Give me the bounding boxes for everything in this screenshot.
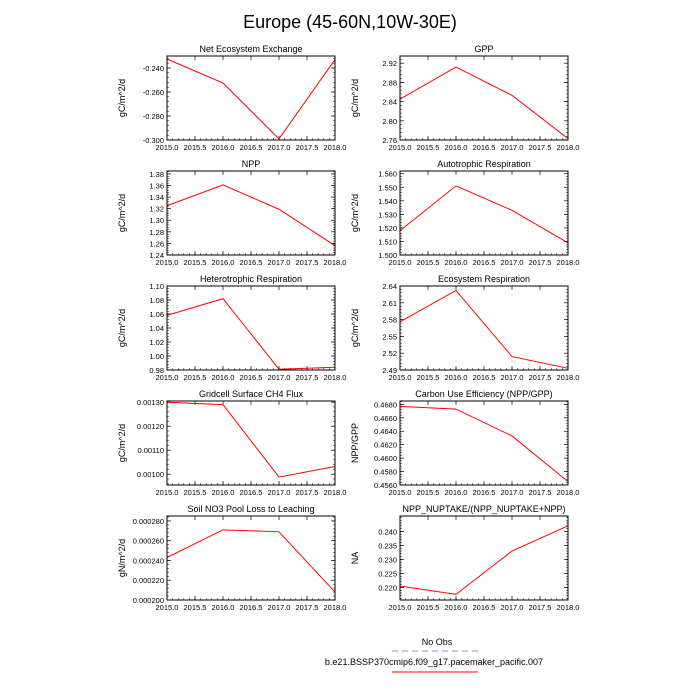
y-axis-label: gC/m^2/d	[350, 308, 360, 348]
plot-frame	[167, 171, 335, 255]
y-tick-label: 2.61	[382, 298, 397, 308]
y-tick-label: 1.32	[149, 204, 164, 214]
y-tick-label: 1.38	[149, 169, 164, 179]
x-tick-label: 2016.0	[211, 143, 235, 152]
y-tick-label: 0.00130	[136, 398, 164, 408]
y-tick-label: 0.4580	[374, 467, 397, 477]
y-axis-label: gC/m^2/d	[117, 423, 127, 463]
x-tick-label: 2017.5	[528, 373, 552, 382]
chart-panel	[350, 389, 579, 497]
x-tick-label: 2016.5	[239, 373, 263, 382]
series-line	[167, 530, 335, 592]
chart-title: Carbon Use Efficiency (NPP/GPP)	[415, 389, 553, 399]
y-tick-label: 0.235	[378, 541, 397, 551]
chart-title: Soil NO3 Pool Loss to Leaching	[187, 504, 315, 514]
y-tick-label: 1.520	[378, 223, 397, 233]
chart-title: Ecosystem Respiration	[437, 274, 531, 284]
x-tick-label: 2016.5	[239, 143, 263, 152]
x-tick-label: 2017.5	[295, 143, 319, 152]
y-tick-label: 1.26	[149, 239, 164, 249]
y-tick-label: 0.000220	[132, 576, 164, 586]
y-tick-label: 0.00110	[137, 446, 164, 456]
page-title: Europe (45-60N,10W-30E)	[243, 12, 457, 32]
y-tick-label: 1.530	[378, 210, 397, 220]
x-tick-label: 2018.0	[323, 603, 347, 612]
y-tick-label: 1.06	[149, 310, 164, 319]
x-tick-label: 2016.0	[444, 258, 468, 267]
plot-frame	[400, 286, 568, 370]
chart-panel	[117, 389, 346, 497]
y-axis-label: gC/m^2/d	[117, 193, 127, 233]
x-tick-label: 2017.0	[500, 373, 524, 382]
chart-title: Autotrophic Respiration	[437, 159, 531, 169]
y-tick-label: 0.000280	[132, 516, 164, 526]
y-tick-label: 2.49	[382, 366, 397, 375]
x-tick-label: 2016.0	[444, 603, 468, 612]
y-tick-label: 0.225	[378, 569, 397, 579]
x-tick-label: 2017.5	[295, 373, 319, 382]
y-tick-label: 0.4660	[374, 413, 397, 423]
y-tick-label: 2.58	[382, 315, 397, 325]
y-tick-label: -0.300	[142, 136, 164, 145]
x-tick-label: 2018.0	[556, 603, 580, 612]
y-tick-label: 2.88	[382, 78, 397, 88]
x-tick-label: 2016.5	[472, 373, 496, 382]
series-line	[167, 185, 335, 246]
chart-panel	[117, 504, 346, 612]
x-tick-label: 2015.0	[388, 603, 412, 612]
x-tick-label: 2016.0	[444, 143, 468, 152]
chart-panel	[350, 504, 579, 612]
y-tick-label: 0.00120	[136, 422, 164, 432]
y-tick-label: 1.510	[378, 237, 397, 247]
y-tick-label: 1.00	[149, 352, 164, 361]
x-tick-label: 2017.5	[295, 488, 319, 497]
y-tick-label: 0.98	[149, 366, 164, 375]
x-tick-label: 2015.5	[183, 603, 207, 612]
legend-obs-label: No Obs	[421, 637, 453, 647]
chart-title: Net Ecosystem Exchange	[199, 44, 303, 54]
series-line	[400, 526, 568, 595]
y-tick-label: 0.4620	[374, 440, 397, 450]
series-line	[400, 67, 568, 139]
y-axis-label: gN/m^2/d	[117, 538, 127, 578]
x-tick-label: 2017.0	[500, 488, 524, 497]
plot-frame	[167, 56, 335, 140]
y-tick-label: 2.55	[382, 332, 397, 342]
x-tick-label: 2015.0	[155, 488, 179, 497]
plot-frame	[400, 56, 568, 140]
plot-frame	[400, 516, 568, 600]
y-tick-label: 0.220	[378, 583, 397, 593]
y-tick-label: 1.10	[149, 282, 164, 291]
chart-title: Gridcell Surface CH4 Flux	[198, 389, 304, 399]
y-tick-label: 2.52	[382, 349, 397, 359]
x-tick-label: 2016.0	[211, 258, 235, 267]
panels-group	[117, 44, 579, 612]
x-tick-label: 2016.0	[211, 488, 235, 497]
legend-model-label: b.e21.BSSP370cmip6.f09_g17.pacemaker_pacific.007	[324, 657, 544, 667]
chart-panel	[350, 274, 579, 382]
series-line	[167, 59, 335, 139]
chart-panel	[117, 274, 346, 382]
x-tick-label: 2018.0	[323, 373, 347, 382]
x-tick-label: 2018.0	[556, 373, 580, 382]
plot-frame	[167, 401, 335, 485]
x-tick-label: 2017.5	[295, 603, 319, 612]
x-tick-label: 2017.5	[295, 258, 319, 267]
y-tick-label: 1.36	[149, 181, 164, 191]
x-tick-label: 2016.0	[444, 488, 468, 497]
x-tick-label: 2018.0	[556, 488, 580, 497]
x-tick-label: 2017.0	[267, 143, 291, 152]
y-tick-label: 1.02	[149, 338, 164, 347]
x-tick-label: 2015.0	[388, 143, 412, 152]
x-tick-label: 2017.0	[500, 603, 524, 612]
x-tick-label: 2015.5	[416, 143, 440, 152]
x-tick-label: 2016.5	[472, 258, 496, 267]
y-tick-label: 2.92	[382, 59, 397, 69]
y-axis-label: gC/m^2/d	[350, 193, 360, 233]
x-tick-label: 2015.5	[183, 143, 207, 152]
x-tick-label: 2015.0	[155, 603, 179, 612]
x-tick-label: 2015.0	[388, 488, 412, 497]
chart-title: NPP	[241, 159, 261, 169]
y-tick-label: 1.30	[149, 216, 164, 226]
chart-panel	[350, 44, 579, 152]
x-tick-label: 2017.0	[267, 603, 291, 612]
chart-title: Heterotrophic Respiration	[199, 274, 303, 284]
x-tick-label: 2015.5	[416, 603, 440, 612]
y-tick-label: 1.500	[378, 251, 397, 260]
y-tick-label: 0.240	[378, 527, 397, 537]
y-axis-label: NPP/GPP	[350, 422, 360, 464]
y-tick-label: 0.4640	[374, 427, 397, 437]
x-tick-label: 2015.5	[416, 258, 440, 267]
x-tick-label: 2016.5	[239, 258, 263, 267]
chart-panel	[350, 159, 579, 267]
plot-frame	[167, 286, 335, 370]
y-tick-label: -0.240	[142, 64, 164, 73]
y-tick-label: -0.260	[142, 88, 164, 97]
y-tick-label: 1.04	[149, 324, 164, 333]
x-tick-label: 2018.0	[556, 258, 580, 267]
plot-frame	[400, 401, 568, 485]
x-tick-label: 2015.0	[155, 143, 179, 152]
x-tick-label: 2016.0	[211, 603, 235, 612]
y-tick-label: 2.80	[382, 116, 397, 126]
y-tick-label: 1.34	[149, 193, 164, 203]
x-tick-label: 2015.5	[416, 373, 440, 382]
x-tick-label: 2016.0	[444, 373, 468, 382]
x-tick-label: 2017.5	[528, 143, 552, 152]
chart-panel	[117, 159, 346, 267]
x-tick-label: 2015.0	[155, 373, 179, 382]
y-tick-label: 0.000240	[132, 556, 164, 566]
x-tick-label: 2015.0	[388, 373, 412, 382]
x-tick-label: 2017.0	[500, 258, 524, 267]
series-line	[400, 290, 568, 368]
y-axis-label: NA	[350, 551, 360, 565]
y-axis-label: gC/m^2/d	[117, 308, 127, 348]
x-tick-label: 2016.5	[472, 488, 496, 497]
x-tick-label: 2018.0	[323, 488, 347, 497]
y-axis-label: gC/m^2/d	[350, 78, 360, 118]
series-line	[167, 402, 335, 477]
y-tick-label: 2.76	[382, 136, 397, 145]
plot-frame	[167, 516, 335, 600]
x-tick-label: 2015.0	[388, 258, 412, 267]
plot-frame	[400, 171, 568, 255]
chart-title: NPP_NUPTAKE/(NPP_NUPTAKE+NPP)	[402, 504, 566, 514]
legend	[325, 637, 543, 672]
x-tick-label: 2017.0	[500, 143, 524, 152]
y-tick-label: 2.84	[382, 97, 397, 107]
y-tick-label: 1.540	[378, 196, 397, 206]
x-tick-label: 2016.5	[472, 143, 496, 152]
x-tick-label: 2018.0	[556, 143, 580, 152]
series-line	[167, 299, 335, 370]
chart-title: GPP	[474, 44, 494, 54]
x-tick-label: 2016.5	[472, 603, 496, 612]
chart-panel	[117, 44, 346, 152]
y-tick-label: 0.4680	[374, 400, 397, 410]
x-tick-label: 2017.5	[528, 488, 552, 497]
series-line	[400, 186, 568, 243]
y-tick-label: 0.00100	[136, 470, 164, 480]
y-tick-label: 0.230	[378, 555, 397, 565]
x-tick-label: 2016.0	[211, 373, 235, 382]
y-tick-label: 1.550	[378, 183, 397, 193]
y-tick-label: -0.280	[142, 112, 164, 121]
y-tick-label: 0.4600	[374, 454, 397, 464]
x-tick-label: 2015.0	[155, 258, 179, 267]
y-tick-label: 1.560	[378, 169, 397, 179]
y-tick-label: 1.24	[149, 251, 164, 260]
x-tick-label: 2015.5	[183, 488, 207, 497]
y-tick-label: 1.08	[149, 296, 164, 305]
x-tick-label: 2016.5	[239, 603, 263, 612]
y-tick-label: 2.64	[382, 282, 397, 291]
x-tick-label: 2018.0	[323, 143, 347, 152]
x-tick-label: 2015.5	[416, 488, 440, 497]
x-tick-label: 2015.5	[183, 258, 207, 267]
series-line	[400, 406, 568, 481]
x-tick-label: 2017.5	[528, 258, 552, 267]
y-tick-label: 1.28	[149, 227, 164, 237]
x-tick-label: 2015.5	[183, 373, 207, 382]
x-tick-label: 2016.5	[239, 488, 263, 497]
y-tick-label: 0.000260	[132, 536, 164, 546]
x-tick-label: 2017.0	[267, 488, 291, 497]
y-tick-label: 0.000200	[132, 596, 164, 605]
x-tick-label: 2017.0	[267, 258, 291, 267]
x-tick-label: 2017.0	[267, 373, 291, 382]
x-tick-label: 2018.0	[323, 258, 347, 267]
y-axis-label: gC/m^2/d	[117, 78, 127, 118]
y-tick-label: 0.4560	[374, 481, 397, 490]
x-tick-label: 2017.5	[528, 603, 552, 612]
